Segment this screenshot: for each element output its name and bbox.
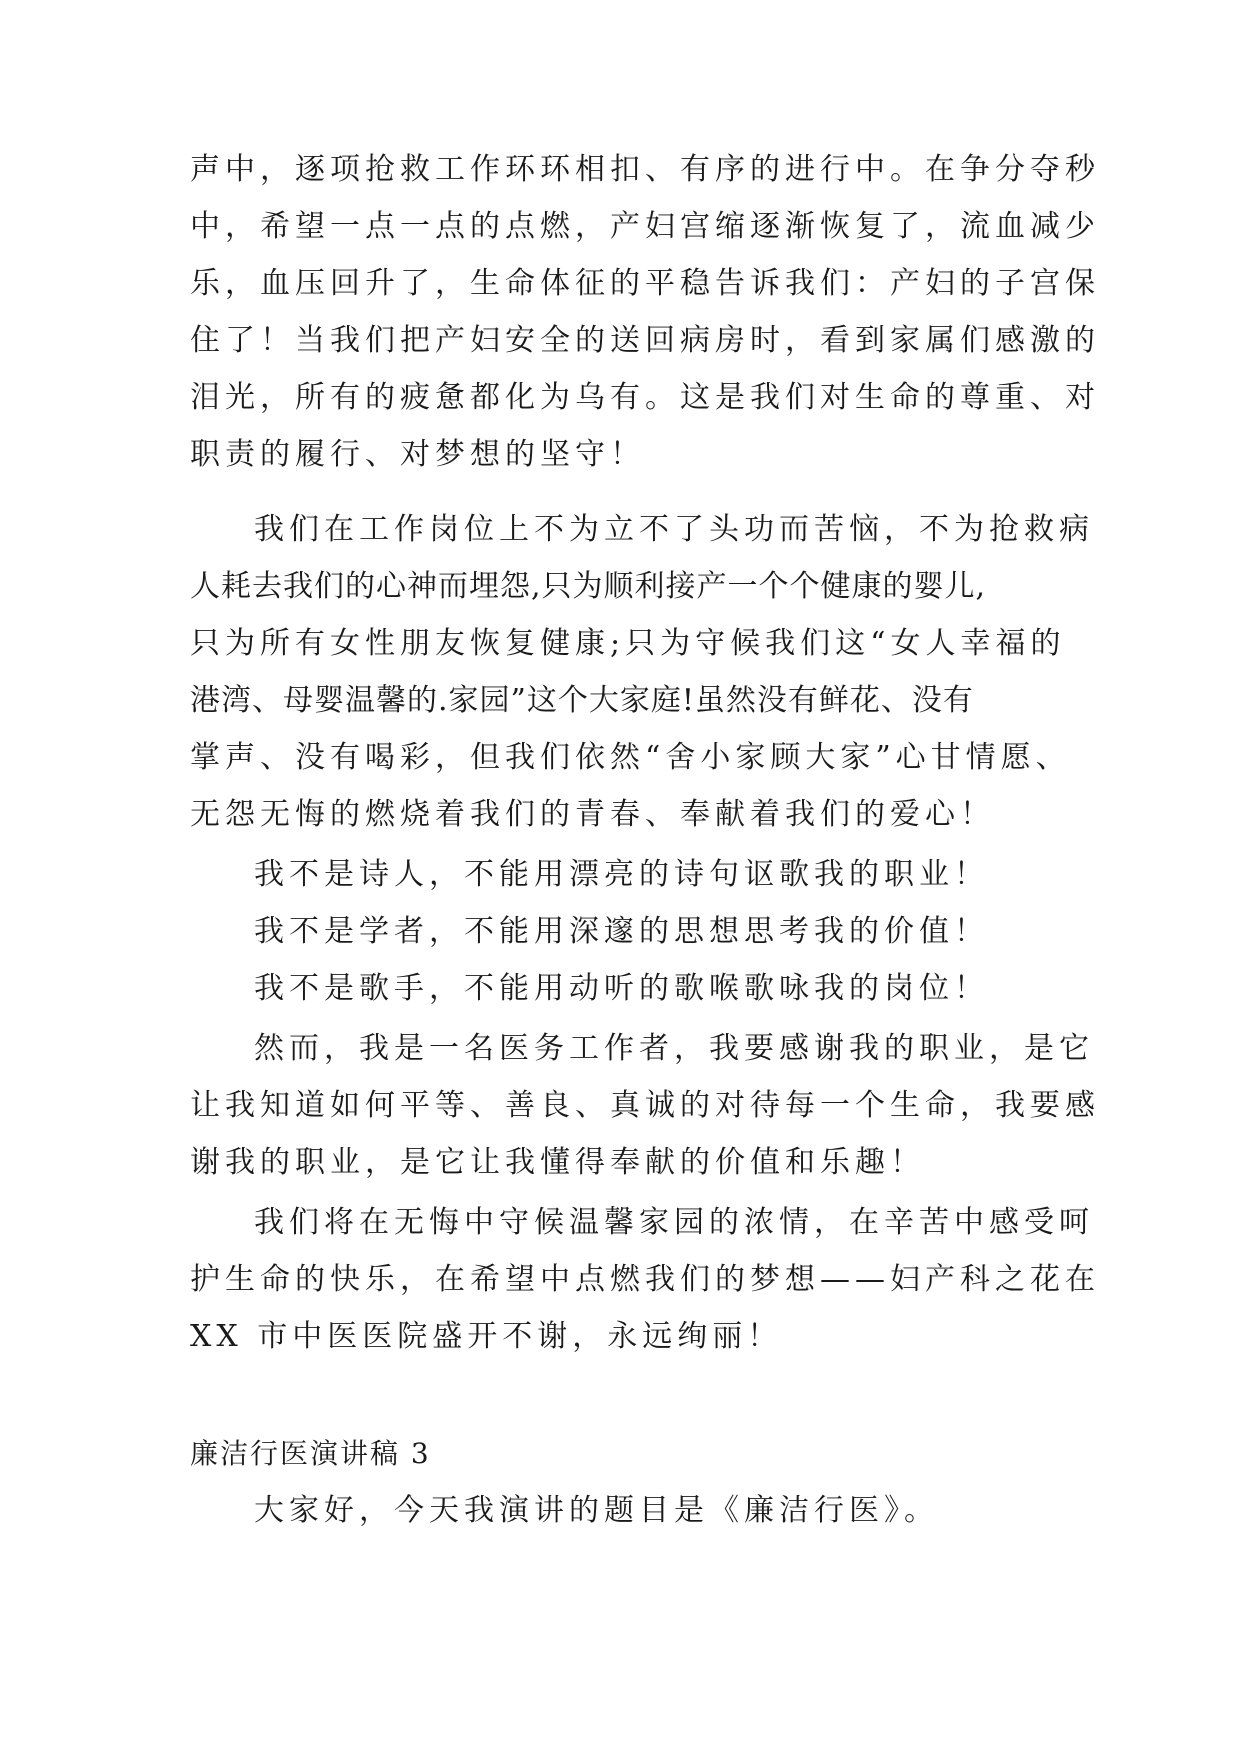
paragraph-line: 护生命的快乐，在希望中点燃我们的梦想——妇产科之花在 — [190, 1262, 1100, 1297]
paragraph-line: 泪光，所有的疲惫都化为乌有。这是我们对生命的尊重、对 — [190, 380, 1100, 415]
paragraph-line: 乐，血压回升了，生命体征的平稳告诉我们：产妇的子宫保 — [190, 266, 1100, 301]
paragraph-line: 人耗去我们的心神而埋怨,只为顺利接产一个个健康的婴儿, — [190, 569, 987, 604]
paragraph-line: XX 市中医医院盛开不谢，永远绚丽！ — [190, 1319, 783, 1354]
section-heading: 廉洁行医演讲稿 3 — [190, 1437, 431, 1470]
paragraph-line: 声中，逐项抢救工作环环相扣、有序的进行中。在争分夺秒 — [190, 152, 1100, 187]
paragraph-line: 职责的履行、对梦想的坚守！ — [190, 437, 645, 472]
paragraph-line: 我不是学者，不能用深邃的思想思考我的价值！ — [254, 914, 989, 949]
paragraph-line: 然而，我是一名医务工作者，我要感谢我的职业，是它 — [254, 1031, 1094, 1066]
paragraph-line: 我们将在无悔中守候温馨家园的浓情，在辛苦中感受呵 — [254, 1205, 1094, 1240]
paragraph-line: 港湾、母婴温馨的.家园”这个大家庭!虽然没有鲜花、没有 — [190, 683, 974, 718]
paragraph-line: 中，希望一点一点的点燃，产妇宫缩逐渐恢复了，流血减少 — [190, 209, 1100, 244]
paragraph-line: 我们在工作岗位上不为立不了头功而苦恼，不为抢救病 — [254, 512, 1094, 547]
paragraph-line: 只为所有女性朋友恢复健康;只为守候我们这“女人幸福的 — [190, 626, 1066, 661]
paragraph-line: 住了！当我们把产妇安全的送回病房时，看到家属们感激的 — [190, 323, 1100, 358]
paragraph-line: 掌声、没有喝彩，但我们依然“舍小家顾大家”心甘情愿、 — [190, 740, 1071, 775]
paragraph-line: 我不是歌手，不能用动听的歌喉歌咏我的岗位！ — [254, 971, 989, 1006]
paragraph-line: 我不是诗人，不能用漂亮的诗句讴歌我的职业！ — [254, 857, 989, 892]
section-intro: 大家好，今天我演讲的题目是《廉洁行医》。 — [254, 1493, 939, 1528]
paragraph-line: 无怨无悔的燃烧着我们的青春、奉献着我们的爱心！ — [190, 797, 995, 832]
paragraph-line: 谢我的职业，是它让我懂得奉献的价值和乐趣！ — [190, 1145, 925, 1180]
paragraph-line: 让我知道如何平等、善良、真诚的对待每一个生命，我要感 — [190, 1088, 1100, 1123]
